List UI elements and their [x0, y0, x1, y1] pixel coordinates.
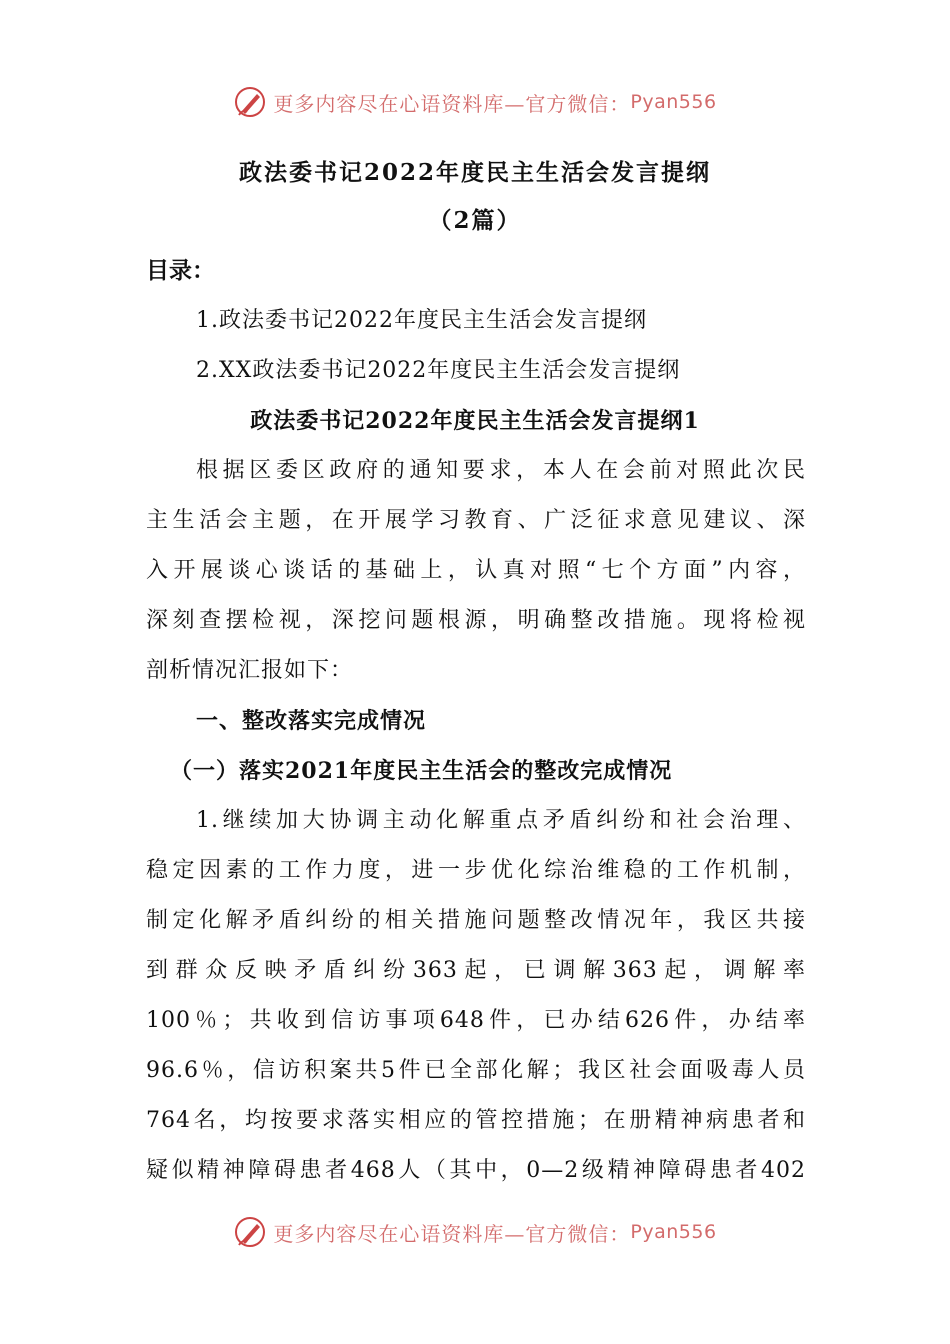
watermark-banner-top	[0, 82, 950, 122]
intro-line-3: 入开展谈心谈话的基础上，认真对照“七个方面”内容，	[146, 558, 806, 583]
intro-line-4: 深刻查摆检视，深挖问题根源，明确整改措施。现将检视	[146, 608, 806, 633]
watermark-handle: Pyan556	[630, 1221, 717, 1243]
para1-line-1: 1.继续加大协调主动化解重点矛盾纠纷和社会治理、	[196, 808, 806, 833]
subsection-heading-1: （一）落实2021年度民主生活会的整改完成情况	[170, 758, 673, 784]
toc-item-2: 2.XX政法委书记2022年度民主生活会发言提纲	[196, 358, 681, 383]
watermark-text: 更多内容尽在心语资料库—官方微信：	[273, 91, 631, 116]
toc-label: 目录：	[146, 257, 215, 284]
para1-line-6: 96.6％，信访积案共5件已全部化解；我区社会面吸毒人员	[146, 1058, 806, 1083]
section-heading-1: 一、整改落实完成情况	[196, 708, 427, 734]
watermark-handle: Pyan556	[630, 91, 717, 113]
intro-line-1: 根据区委区政府的通知要求，本人在会前对照此次民	[196, 458, 806, 483]
pen-logo-icon	[233, 1215, 267, 1249]
para1-line-2: 稳定因素的工作力度，进一步优化综治维稳的工作机制，	[146, 858, 806, 883]
para1-line-7: 764名，均按要求落实相应的管控措施；在册精神病患者和	[146, 1108, 806, 1133]
watermark-banner-bottom	[0, 1212, 950, 1252]
intro-line-2: 主生活会主题，在开展学习教育、广泛征求意见建议、深	[146, 508, 806, 533]
para1-line-8: 疑似精神障碍患者468人（其中，0—2级精神障碍患者402	[146, 1158, 806, 1183]
intro-line-5: 剖析情况汇报如下：	[146, 658, 354, 683]
para1-line-4: 到群众反映矛盾纠纷363起，已调解363起，调解率	[146, 958, 806, 983]
article-title: 政法委书记2022年度民主生活会发言提纲1	[250, 408, 700, 434]
para1-line-3: 制定化解矛盾纠纷的相关措施问题整改情况年，我区共接	[146, 908, 806, 933]
para1-line-5: 100％；共收到信访事项648件，已办结626件，办结率	[146, 1008, 806, 1033]
watermark-text: 更多内容尽在心语资料库—官方微信：	[273, 1221, 631, 1246]
document-subtitle: （2篇）	[428, 207, 522, 234]
toc-item-1: 1.政法委书记2022年度民主生活会发言提纲	[196, 308, 647, 333]
document-title: 政法委书记2022年度民主生活会发言提纲	[238, 159, 711, 186]
pen-logo-icon	[233, 85, 267, 119]
